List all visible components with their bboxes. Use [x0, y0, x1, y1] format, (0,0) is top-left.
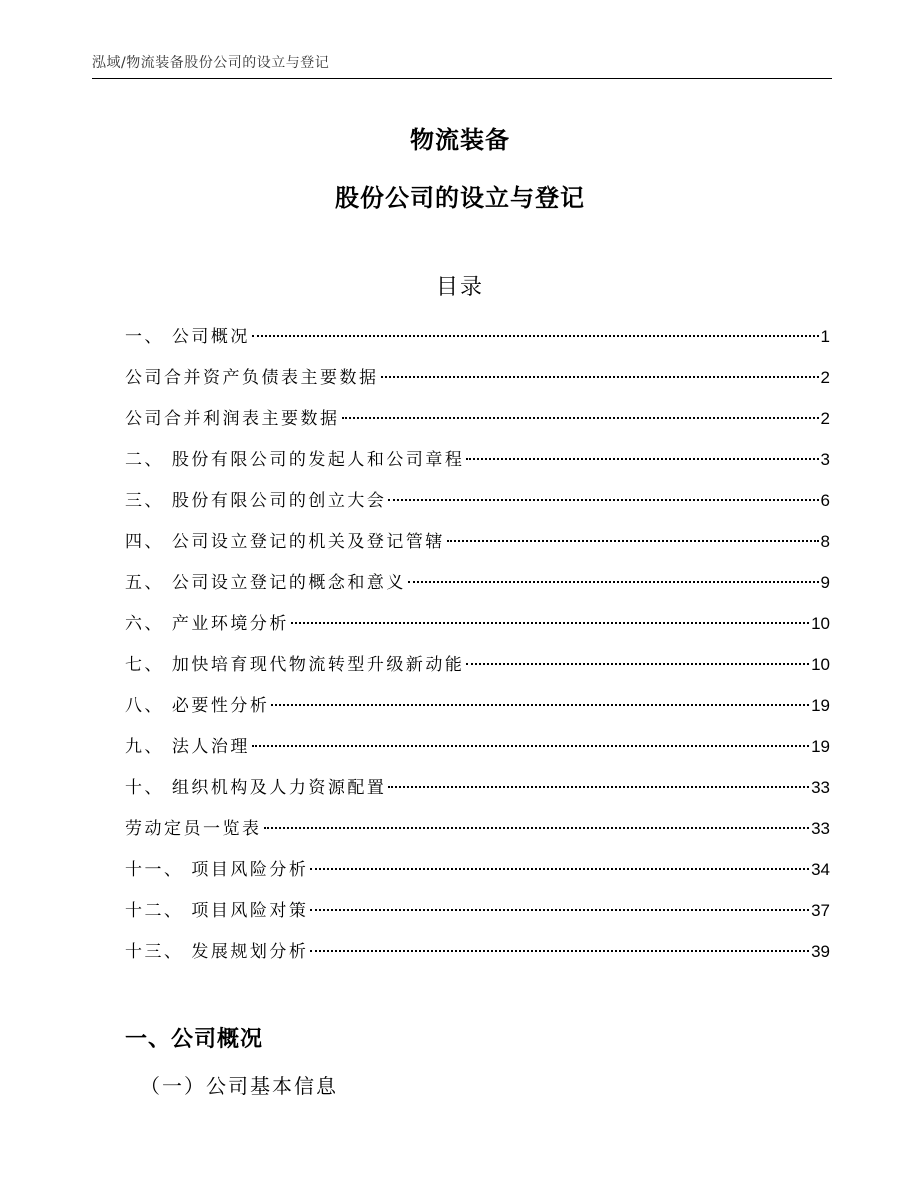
- toc-entry[interactable]: [125, 857, 830, 898]
- toc-leader-dots: [291, 622, 809, 624]
- table-of-contents: [125, 324, 830, 980]
- toc-entry[interactable]: [125, 939, 830, 980]
- toc-leader-dots: [310, 950, 809, 952]
- toc-entry-label: 八、 必要性分析: [125, 696, 270, 716]
- toc-entry-page: 33: [811, 778, 830, 797]
- subsection-heading: （一）公司基本信息: [140, 1074, 338, 1098]
- toc-entry[interactable]: [125, 816, 830, 857]
- toc-entry[interactable]: [125, 570, 830, 611]
- toc-leader-dots: [447, 540, 819, 542]
- toc-entry-label: 十、 组织机构及人力资源配置: [125, 778, 387, 798]
- toc-entry-label: 劳动定员一览表: [125, 819, 262, 839]
- toc-entry-label: 公司合并利润表主要数据: [125, 409, 340, 429]
- toc-entry-page: 34: [811, 860, 830, 879]
- document-title-line1: 物流装备: [410, 126, 510, 154]
- toc-entry-page: 2: [820, 368, 830, 387]
- running-header: 泓域/物流装备股份公司的设立与登记: [92, 52, 832, 79]
- toc-entry[interactable]: [125, 365, 830, 406]
- toc-entry-page: 19: [811, 737, 830, 756]
- toc-entry-label: 十二、 项目风险对策: [125, 901, 309, 921]
- toc-entry[interactable]: [125, 488, 830, 529]
- toc-entry-label: 四、 公司设立登记的机关及登记管辖: [125, 532, 445, 552]
- toc-leader-dots: [466, 663, 809, 665]
- toc-entry[interactable]: [125, 652, 830, 693]
- toc-entry[interactable]: [125, 447, 830, 488]
- toc-entry-page: 39: [811, 942, 830, 961]
- toc-entry-label: 公司合并资产负债表主要数据: [125, 368, 379, 388]
- toc-leader-dots: [388, 786, 809, 788]
- toc-entry[interactable]: [125, 324, 830, 365]
- toc-entry-label: 二、 股份有限公司的发起人和公司章程: [125, 450, 465, 470]
- toc-entry-page: 3: [820, 450, 830, 469]
- toc-entry-label: 十一、 项目风险分析: [125, 860, 309, 880]
- toc-leader-dots: [466, 458, 818, 460]
- toc-entry-page: 10: [811, 614, 830, 633]
- toc-entry[interactable]: [125, 529, 830, 570]
- toc-entry[interactable]: [125, 693, 830, 734]
- toc-heading: 目录: [435, 275, 484, 300]
- toc-entry[interactable]: [125, 406, 830, 447]
- toc-entry-page: 19: [811, 696, 830, 715]
- toc-entry-label: 十三、 发展规划分析: [125, 942, 309, 962]
- toc-leader-dots: [310, 868, 809, 870]
- document-title-line2: 股份公司的设立与登记: [335, 184, 585, 212]
- toc-leader-dots: [310, 909, 809, 911]
- toc-entry-label: 五、 公司设立登记的概念和意义: [125, 573, 406, 593]
- toc-leader-dots: [342, 417, 819, 419]
- toc-entry-label: 三、 股份有限公司的创立大会: [125, 491, 387, 511]
- toc-entry-label: 七、 加快培育现代物流转型升级新动能: [125, 655, 465, 675]
- toc-entry[interactable]: [125, 898, 830, 939]
- toc-entry-page: 6: [820, 491, 830, 510]
- toc-entry-page: 9: [820, 573, 830, 592]
- toc-leader-dots: [381, 376, 819, 378]
- toc-entry-page: 1: [820, 327, 830, 346]
- toc-entry[interactable]: [125, 734, 830, 775]
- toc-entry-label: 六、 产业环境分析: [125, 614, 289, 634]
- toc-entry[interactable]: [125, 611, 830, 652]
- toc-leader-dots: [252, 745, 809, 747]
- toc-entry-page: 37: [811, 901, 830, 920]
- toc-entry-page: 33: [811, 819, 830, 838]
- toc-entry-page: 10: [811, 655, 830, 674]
- toc-leader-dots: [388, 499, 818, 501]
- toc-leader-dots: [271, 704, 809, 706]
- section-heading: 一、公司概况: [125, 1027, 264, 1052]
- toc-entry-label: 一、 公司概况: [125, 327, 250, 347]
- toc-leader-dots: [408, 581, 819, 583]
- toc-entry[interactable]: [125, 775, 830, 816]
- toc-leader-dots: [264, 827, 810, 829]
- toc-entry-page: 2: [820, 409, 830, 428]
- toc-entry-page: 8: [820, 532, 830, 551]
- toc-leader-dots: [252, 335, 819, 337]
- toc-entry-label: 九、 法人治理: [125, 737, 250, 757]
